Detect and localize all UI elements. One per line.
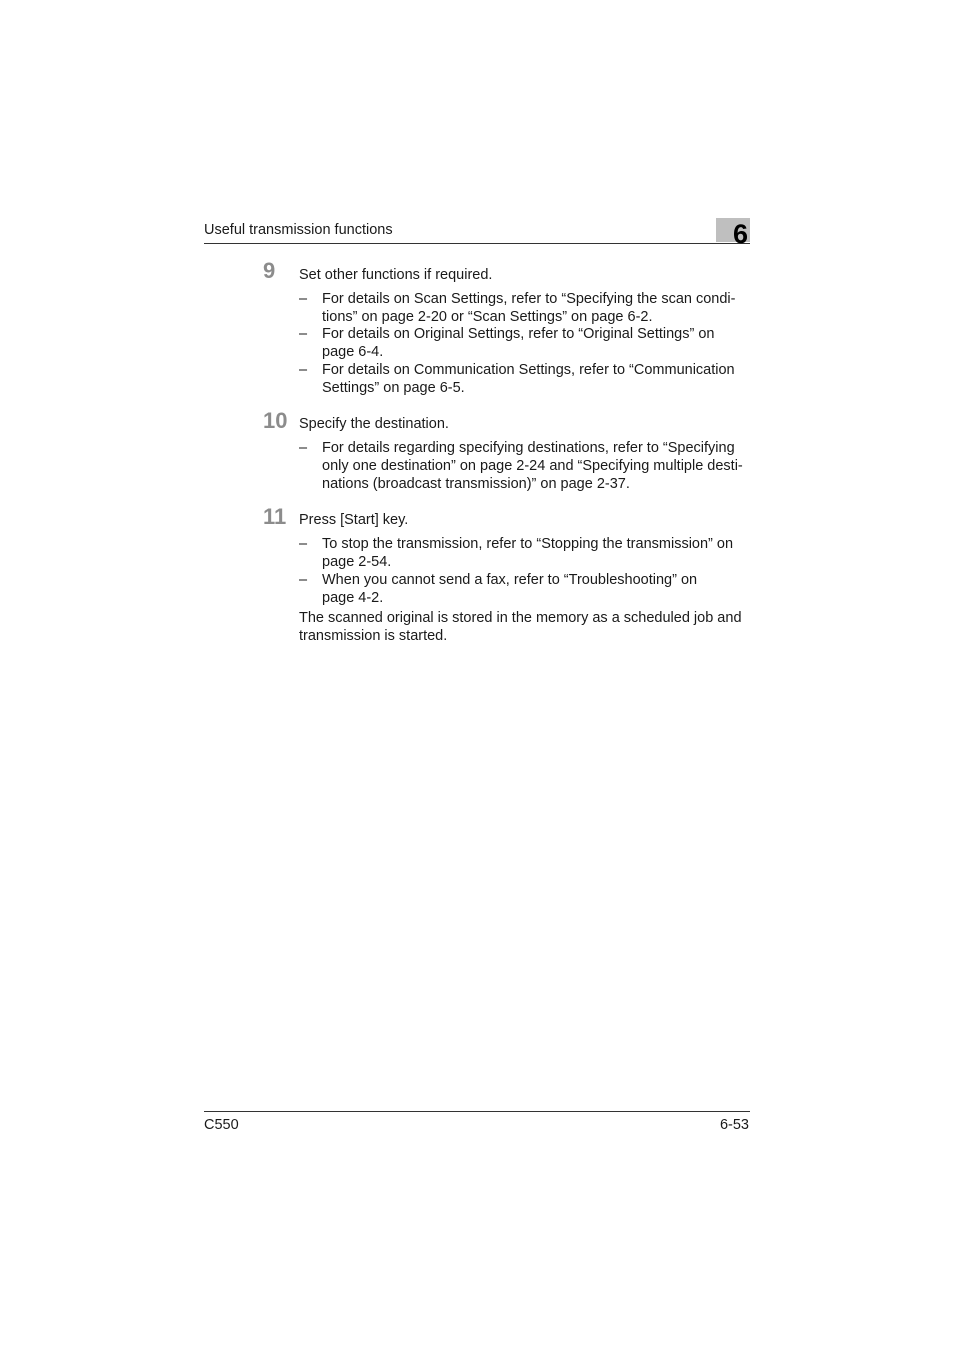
list-item-text [322, 326, 752, 362]
text-line: For details on Original Settings, refer to “Original Settings” on [322, 326, 715, 342]
chapter-number: 6 [732, 219, 748, 249]
text-line: The scanned original is stored in the memory as a scheduled job and [299, 610, 742, 626]
step-number: 9 [263, 258, 276, 283]
text-line: For details on Communication Settings, refer to “Communication [322, 362, 735, 378]
text-line: tions” on page 2-20 or “Scan Settings” on page 6-2. [322, 308, 653, 325]
bullet-dash: – [299, 326, 308, 342]
list-item-text [322, 536, 752, 572]
model-name: C550 [204, 1117, 239, 1133]
step-number: 11 [263, 504, 287, 529]
text-line: only one destination” on page 2-24 and “Specifying multiple desti- [322, 457, 743, 474]
text-line: For details on Scan Settings, refer to “Specifying the scan condi- [322, 291, 736, 307]
step-number: 10 [263, 408, 288, 433]
page-header [204, 218, 750, 249]
step-instruction: Set other functions if required. [299, 267, 493, 283]
step-instruction: Specify the destination. [299, 416, 449, 432]
text-line: page 6-4. [322, 343, 384, 360]
text-line: For details regarding specifying destinations, refer to “Specifying [322, 440, 735, 456]
section-title: Useful transmission functions [204, 222, 393, 238]
text-line: transmission is started. [299, 627, 448, 644]
bullet-dash: – [299, 536, 308, 552]
list-item-text [322, 362, 752, 398]
text-line: page 2-54. [322, 553, 392, 570]
bullet-dash: – [299, 440, 308, 456]
bullet-dash: – [299, 572, 308, 588]
step-instruction: Press [Start] key. [299, 512, 409, 528]
text-line: nations (broadcast transmission)” on page 2-37. [322, 475, 630, 492]
chapter-tab [716, 218, 750, 249]
result-note [299, 610, 751, 646]
bullet-dash: – [299, 362, 308, 378]
text-line: To stop the transmission, refer to “Stopping the transmission” on [322, 536, 734, 552]
text-line: page 4-2. [322, 589, 384, 606]
list-item-text [322, 291, 752, 327]
list-item-text [322, 572, 752, 608]
page-footer [204, 1111, 750, 1136]
text-line: When you cannot send a fax, refer to “Troubleshooting” on [322, 572, 698, 588]
bullet-dash: – [299, 291, 308, 307]
text-line: Settings” on page 6-5. [322, 379, 465, 396]
list-item-text [322, 440, 752, 493]
page-number: 6-53 [719, 1117, 749, 1133]
